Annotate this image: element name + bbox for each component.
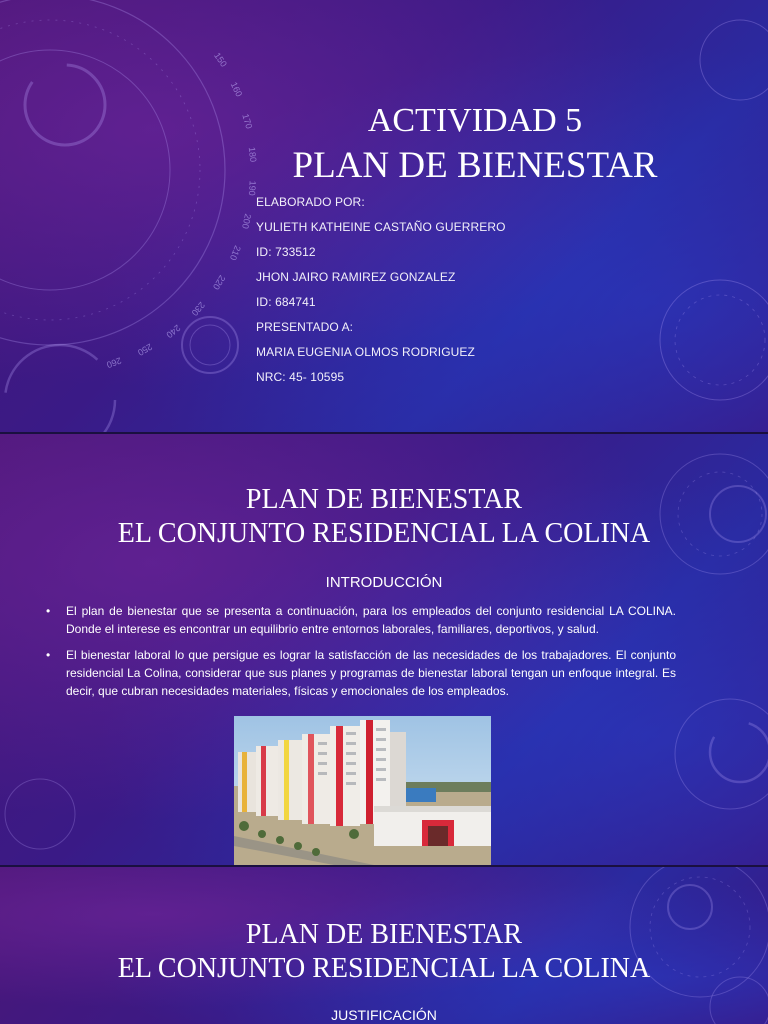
bullet-list — [46, 602, 676, 708]
slide-title-line1: ACTIVIDAD 5 — [367, 102, 583, 139]
bullet-item — [46, 602, 676, 638]
dial-tick-label: 170 — [240, 112, 255, 130]
info-line: ID: 733512 — [256, 245, 316, 259]
dial-tick-label: 190 — [246, 180, 258, 196]
dial-tick-label: 220 — [210, 273, 228, 292]
dial-tick-label: 210 — [227, 244, 243, 262]
info-line: ID: 684741 — [256, 295, 316, 309]
bullet-text: El plan de bienestar que se presenta a continuación, para los empleados del conjunto residencial LA COLINA. Donde el interese es encontrar un equilibrio entre entornos laborales, familiares, deportivos, y salud. — [66, 604, 676, 636]
info-line: NRC: 45- 10595 — [256, 370, 345, 384]
slide-title — [0, 0, 768, 432]
info-line: PRESENTADO A: — [256, 320, 354, 334]
bullet-dot-icon: • — [46, 604, 51, 618]
slide-title-line2: PLAN DE BIENESTAR — [292, 145, 658, 186]
dial-tick-label: 250 — [135, 341, 154, 358]
dial-tick-label: 180 — [246, 146, 259, 163]
dial-tick-label: 200 — [240, 212, 254, 230]
bullet-text: El bienestar laboral lo que persigue es lograr la satisfacción de las necesidades de los trabajadores. El conjunto residencial La Colina, considerar que sus planes y programas de bienestar laboral tengan un enfoque integral. Es decir, que cubran necesidades materiales, físicas y emocionales de los empleados. — [66, 648, 676, 698]
dial-tick-label: 260 — [105, 355, 123, 371]
dial-tick-label: 150 — [212, 50, 229, 69]
info-line: MARIA EUGENIA OLMOS RODRIGUEZ — [256, 345, 475, 359]
section-title-line2: EL CONJUNTO RESIDENCIAL LA COLINA — [117, 953, 651, 984]
slide-justificacion — [0, 867, 768, 1024]
section-subtitle: INTRODUCCIÓN — [325, 574, 443, 591]
bullet-dot-icon: • — [46, 648, 51, 662]
building-photo — [234, 716, 491, 865]
dial-tick-label: 160 — [228, 80, 245, 99]
slide-introduccion — [0, 434, 768, 865]
bullet-item — [46, 646, 676, 700]
section-title-line2: EL CONJUNTO RESIDENCIAL LA COLINA — [117, 518, 651, 549]
dial-tick-label: 240 — [164, 322, 183, 341]
info-line: YULIETH KATHEINE CASTAÑO GUERRERO — [256, 220, 506, 234]
dial-decoration — [0, 0, 768, 432]
info-line: ELABORADO POR: — [256, 195, 365, 209]
section-title-line1: PLAN DE BIENESTAR — [245, 919, 523, 950]
section-subtitle: JUSTIFICACIÓN — [331, 1007, 437, 1023]
dial-tick-label: 230 — [189, 299, 207, 318]
section-title-line1: PLAN DE BIENESTAR — [245, 484, 523, 515]
info-line: JHON JAIRO RAMIREZ GONZALEZ — [256, 270, 456, 284]
